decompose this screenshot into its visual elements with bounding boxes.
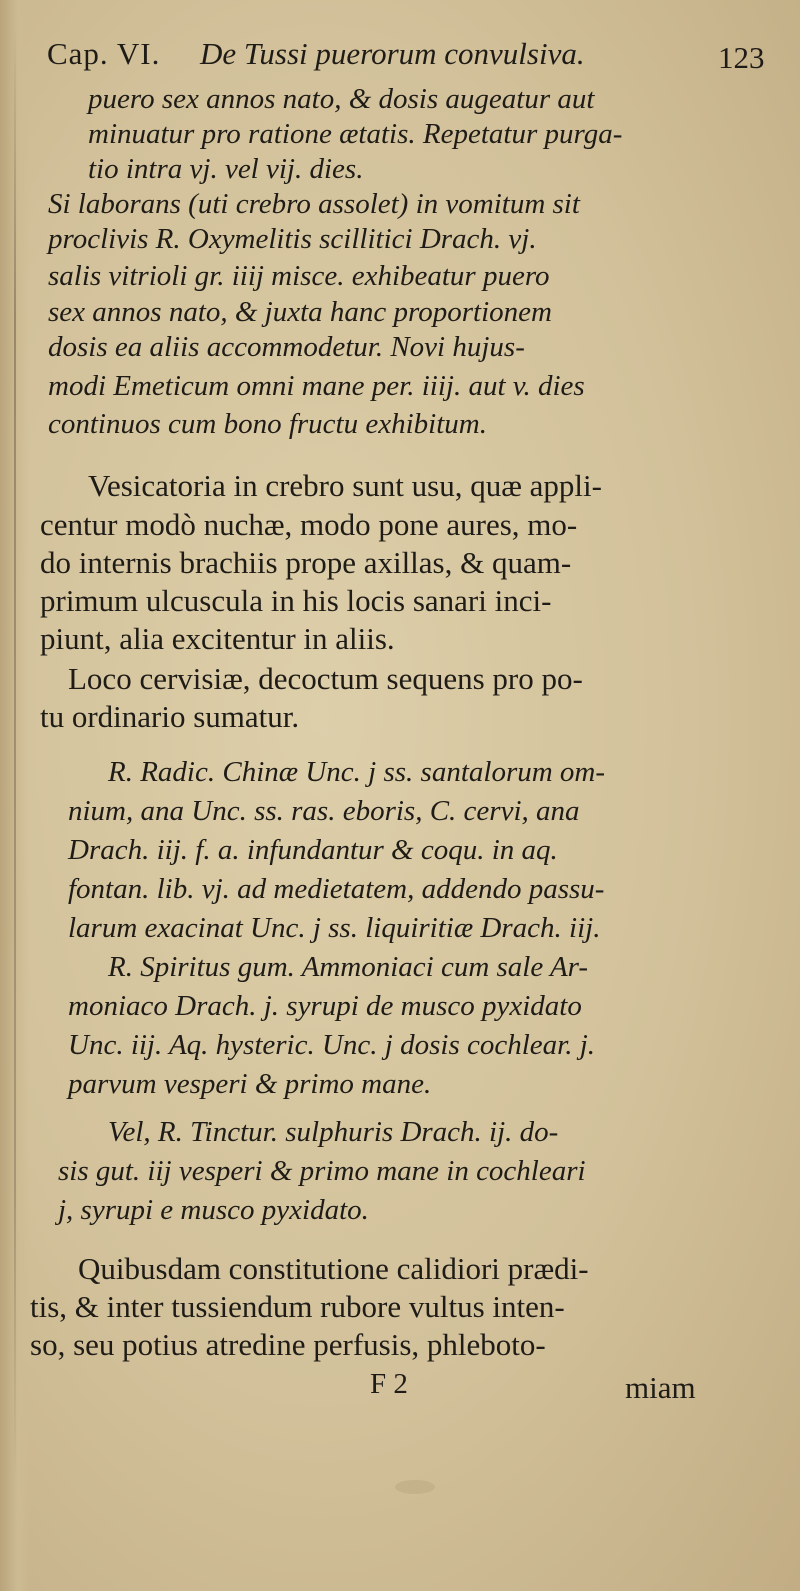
text-line: so, seu potius atredine perfusis, phleboto- bbox=[30, 1327, 546, 1362]
running-title: De Tussi puerorum convulsiva. bbox=[200, 36, 585, 71]
text-line: tu ordinario sumatur. bbox=[40, 699, 300, 734]
text-line: tis, & inter tussiendum rubore vultus inten- bbox=[30, 1289, 565, 1324]
text-line: puero sex annos nato, & dosis augeatur aut bbox=[88, 83, 595, 115]
text-line: do internis brachiis prope axillas, & quam- bbox=[40, 545, 572, 580]
text-line: primum ulcuscula in his locis sanari inci- bbox=[40, 583, 552, 618]
recipe-line: Drach. iij. f. a. infundantur & coqu. in aq. bbox=[68, 834, 558, 866]
text-line: Quibusdam constitutione calidiori prædi- bbox=[78, 1251, 589, 1286]
text-line: dosis ea aliis accommodetur. Novi hujus- bbox=[48, 331, 525, 363]
text-line: proclivis R. Oxymelitis scillitici Drach. vj. bbox=[48, 223, 537, 255]
text-line: piunt, alia excitentur in aliis. bbox=[40, 621, 395, 656]
recipe-line: larum exacinat Unc. j ss. liquiritiæ Drach. iij. bbox=[68, 912, 601, 944]
text-line: continuos cum bono fructu exhibitum. bbox=[48, 408, 487, 440]
recipe-line: R. Spiritus gum. Ammoniaci cum sale Ar- bbox=[108, 951, 589, 983]
text-line: modi Emeticum omni mane per. iiij. aut v. dies bbox=[48, 370, 585, 402]
text-line: Si laborans (uti crebro assolet) in vomitum sit bbox=[48, 188, 580, 220]
chapter-label: Cap. VI. bbox=[47, 36, 161, 71]
text-line: minuatur pro ratione ætatis. Repetatur purga- bbox=[88, 118, 623, 150]
recipe-line: j, syrupi e musco pyxidato. bbox=[58, 1194, 369, 1226]
text-line: sex annos nato, & juxta hanc proportionem bbox=[48, 296, 552, 328]
text-line: Loco cervisiæ, decoctum sequens pro po- bbox=[68, 661, 583, 696]
recipe-line: Unc. iij. Aq. hysteric. Unc. j dosis cochlear. j. bbox=[68, 1029, 596, 1061]
text-line: salis vitrioli gr. iiij misce. exhibeatur puero bbox=[48, 260, 550, 292]
text-line: Vesicatoria in crebro sunt usu, quæ appli- bbox=[88, 468, 602, 503]
recipe-line: moniaco Drach. j. syrupi de musco pyxidato bbox=[68, 990, 582, 1022]
recipe-line: fontan. lib. vj. ad medietatem, addendo passu- bbox=[68, 873, 605, 905]
text-line: centur modò nuchæ, modo pone aures, mo- bbox=[40, 507, 578, 542]
recipe-line: R. Radic. Chinæ Unc. j ss. santalorum om- bbox=[108, 756, 606, 788]
text-line: tio intra vj. vel vij. dies. bbox=[88, 153, 364, 185]
signature-mark: F 2 bbox=[370, 1368, 408, 1400]
recipe-line: parvum vesperi & primo mane. bbox=[68, 1068, 432, 1100]
page-number: 123 bbox=[718, 40, 765, 75]
recipe-line: sis gut. iij vesperi & primo mane in cochleari bbox=[58, 1155, 586, 1187]
recipe-line: Vel, R. Tinctur. sulphuris Drach. ij. do- bbox=[108, 1116, 559, 1148]
catchword: miam bbox=[625, 1370, 696, 1405]
recipe-line: nium, ana Unc. ss. ras. eboris, C. cervi, ana bbox=[68, 795, 580, 827]
